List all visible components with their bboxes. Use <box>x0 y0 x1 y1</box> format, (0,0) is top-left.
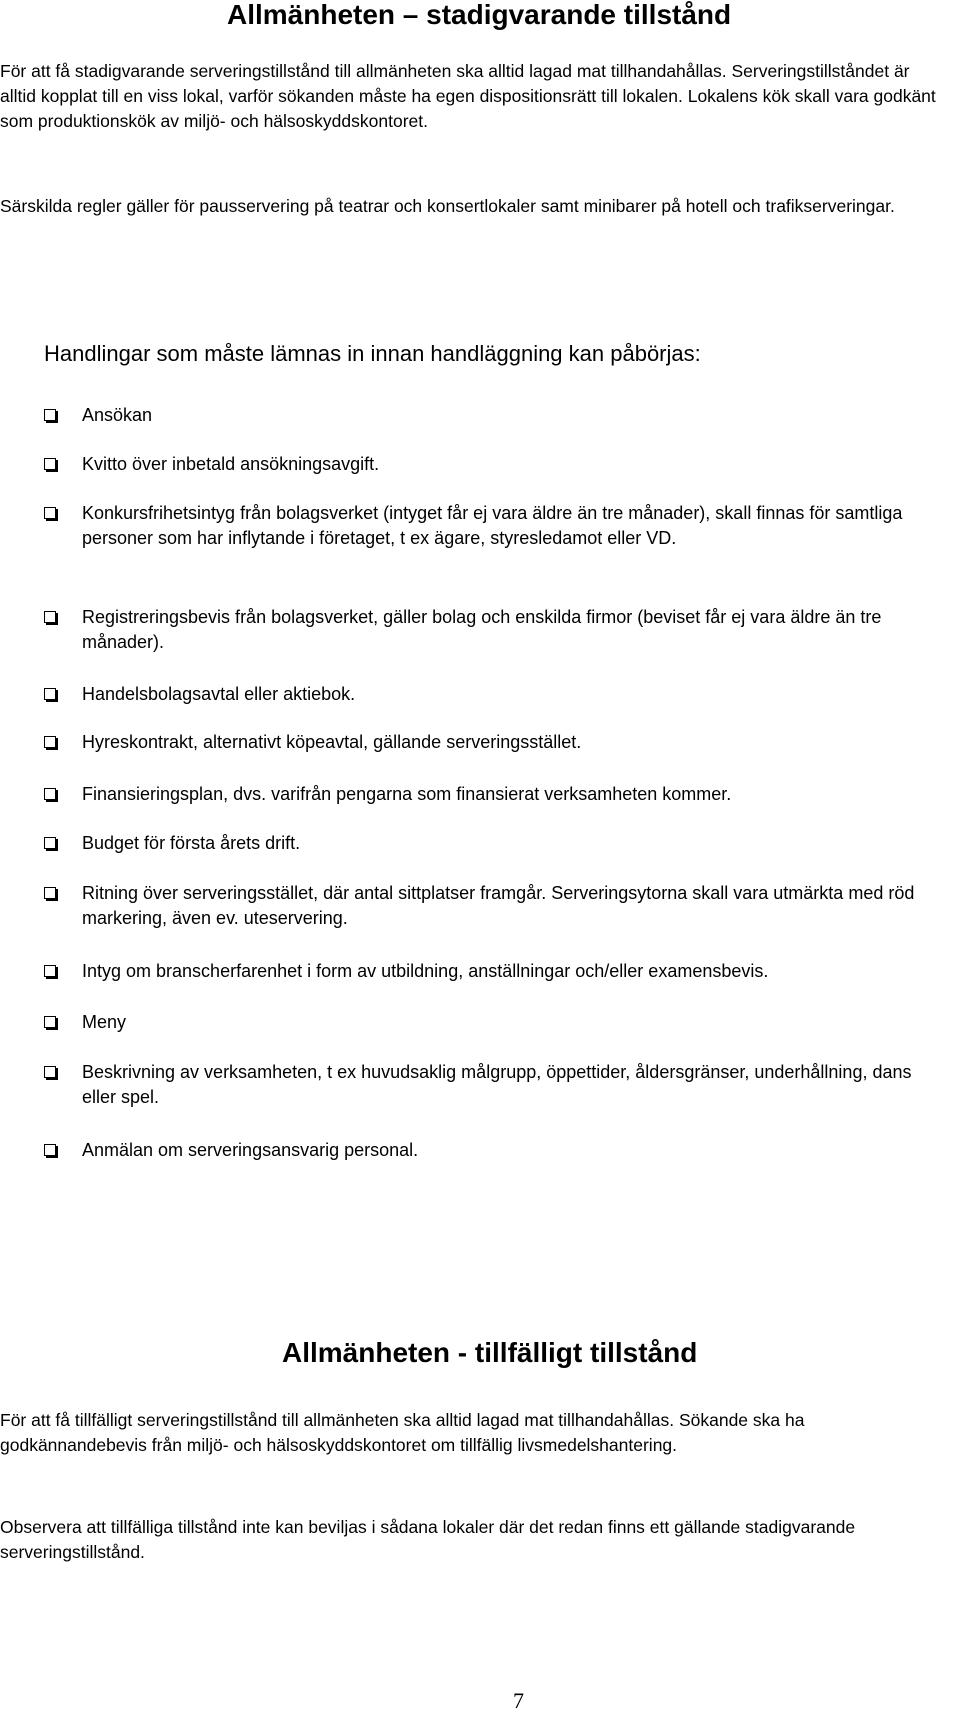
checkbox-icon <box>44 736 56 748</box>
page-number: 7 <box>513 1688 524 1713</box>
checkbox-icon <box>44 458 56 470</box>
required-documents-heading: Handlingar som måste lämnas in innan handläggning kan påbörjas: <box>44 341 701 366</box>
checkbox-icon <box>44 507 56 519</box>
list-item-text: Ansökan <box>82 405 153 425</box>
intro-paragraph-permanent: För att få stadigvarande serveringstillstånd till allmänheten ska alltid lagad mat tillhandahållas. Serveringstillståndet är alltid kopplat till en viss lokal, varför sökanden måste ha egen dispositionsrätt till lokalen. Lokalens kök skall vara godkänt som produktionskök av miljö- och hälsoskyddskontoret. <box>0 61 936 131</box>
checkbox-icon <box>44 788 56 800</box>
list-item-text: Budget för första årets drift. <box>82 833 301 853</box>
checkbox-icon <box>44 837 56 849</box>
list-item-text: Anmälan om serveringsansvarig personal. <box>82 1140 419 1160</box>
list-item-text: Ritning över serveringsstället, där antal sittplatser framgår. Serveringsytorna skall vara utmärkta med röd markering, även ev. uteservering. <box>82 883 915 928</box>
checkbox-icon <box>44 1016 56 1028</box>
checkbox-icon <box>44 1144 56 1156</box>
checkbox-icon <box>44 965 56 977</box>
list-item-text: Kvitto över inbetald ansökningsavgift. <box>82 454 380 474</box>
list-item-text: Meny <box>82 1012 127 1032</box>
section-title-temporary-permit: Allmänheten - tillfälligt tillstånd <box>282 1337 698 1368</box>
list-item-text: Konkursfrihetsintyg från bolagsverket (intyget får ej vara äldre än tre månader), skall finnas för samtliga personer som har inflytande i företaget, t ex ägare, styresledamot eller VD. <box>82 503 903 548</box>
checkbox-icon <box>44 688 56 700</box>
list-item-text: Hyreskontrakt, alternativt köpeavtal, gällande serveringsstället. <box>82 732 582 752</box>
list-item-text: Finansieringsplan, dvs. varifrån pengarna som finansierat verksamheten kommer. <box>82 784 732 804</box>
list-item-text: Registreringsbevis från bolagsverket, gäller bolag och enskilda firmor (beviset får ej vara äldre än tre månader). <box>82 607 882 652</box>
list-item-text: Handelsbolagsavtal eller aktiebok. <box>82 684 356 704</box>
temporary-permit-note: Observera att tillfälliga tillstånd inte kan beviljas i sådana lokaler där det redan finns ett gällande stadigvarande serveringstillstånd. <box>0 1517 856 1562</box>
checkbox-icon <box>44 611 56 623</box>
checkbox-icon <box>44 887 56 899</box>
section-title-permanent-permit: Allmänheten – stadigvarande tillstånd <box>227 0 732 30</box>
checkbox-icon <box>44 1066 56 1078</box>
list-item-text: Beskrivning av verksamheten, t ex huvudsaklig målgrupp, öppettider, åldersgränser, underhållning, dans eller spel. <box>82 1062 912 1107</box>
checkbox-icon <box>44 409 56 421</box>
special-rules-paragraph: Särskilda regler gäller för pausservering på teatrar och konsertlokaler samt minibarer på hotell och trafikserveringar. <box>0 196 895 216</box>
intro-paragraph-temporary: För att få tillfälligt serveringstillstånd till allmänheten ska alltid lagad mat tillhandahållas. Sökande ska ha godkännandebevis från miljö- och hälsoskyddskontoret om tillfällig livsmedelshantering. <box>0 1410 805 1455</box>
list-item-text: Intyg om branscherfarenhet i form av utbildning, anställningar och/eller examensbevis. <box>82 961 769 981</box>
